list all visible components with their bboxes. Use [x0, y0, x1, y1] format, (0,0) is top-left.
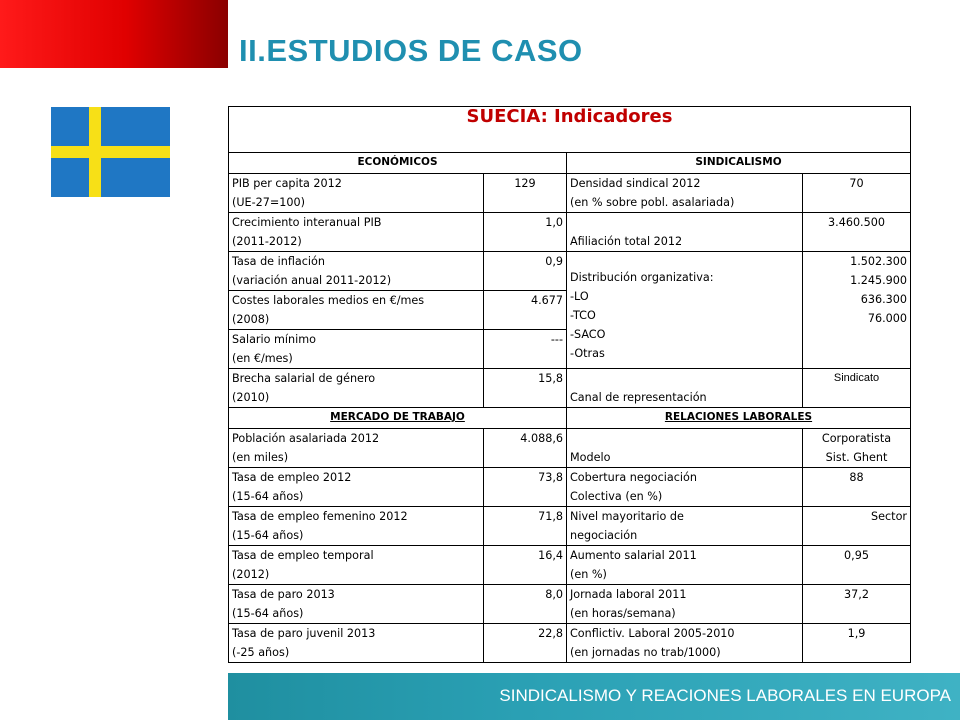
relaciones-value: 88: [803, 468, 911, 507]
econ-value: 129: [484, 174, 567, 213]
relaciones-value: Corporatista Sist. Ghent: [803, 429, 911, 468]
table-row: [229, 213, 911, 252]
relaciones-value: 1,9: [803, 624, 911, 663]
mercado-label: Tasa de empleo femenino 2012 (15-64 años): [229, 507, 484, 546]
page-title: II.ESTUDIOS DE CASO: [239, 33, 583, 68]
section-economicos: ECONÓMICOS: [229, 153, 567, 174]
flag-cross-horizontal: [51, 146, 170, 158]
sind-value: Sindicato: [803, 369, 911, 408]
table-row: [229, 624, 911, 663]
mercado-value: 22,8: [484, 624, 567, 663]
relaciones-value: 0,95: [803, 546, 911, 585]
distribution-value: 1.245.900: [850, 274, 908, 287]
table-row: [229, 546, 911, 585]
table-row: [229, 507, 911, 546]
econ-value: 0,9: [484, 252, 567, 291]
relaciones-label: Modelo: [567, 429, 803, 468]
sweden-flag-icon: [51, 107, 170, 197]
distribution-labels: [567, 252, 803, 369]
econ-label: Costes laborales medios en €/mes (2008): [229, 291, 484, 330]
footer-text: SINDICALISMO Y REACIONES LABORALES EN EUROPA: [499, 686, 951, 705]
relaciones-value: 37,2: [803, 585, 911, 624]
econ-label: Crecimiento interanual PIB (2011-2012): [229, 213, 484, 252]
mercado-label: Tasa de paro 2013 (15-64 años): [229, 585, 484, 624]
econ-value: 15,8: [484, 369, 567, 408]
relaciones-label: Jornada laboral 2011 (en horas/semana): [567, 585, 803, 624]
sind-value: 3.460.500: [803, 213, 911, 252]
distribution-title: Distribución organizativa:: [570, 271, 714, 284]
table-row: [229, 174, 911, 213]
mercado-value: 4.088,6: [484, 429, 567, 468]
mercado-label: Tasa de empleo 2012 (15-64 años): [229, 468, 484, 507]
econ-label: Brecha salarial de género (2010): [229, 369, 484, 408]
corner-accent: [0, 0, 228, 68]
econ-label: Salario mínimo (en €/mes): [229, 330, 484, 369]
table-title: SUECIA: Indicadores: [229, 107, 911, 153]
relaciones-label: Conflictiv. Laboral 2005-2010 (en jornadas no trab/1000): [567, 624, 803, 663]
section-relaciones: RELACIONES LABORALES: [567, 408, 911, 429]
econ-label: PIB per capita 2012 (UE-27=100): [229, 174, 484, 213]
distribution-value: 76.000: [867, 312, 908, 325]
table-row: [229, 468, 911, 507]
mercado-label: Tasa de empleo temporal (2012): [229, 546, 484, 585]
sind-label: Canal de representación: [567, 369, 803, 408]
distribution-item: -SACO: [570, 328, 606, 341]
distribution-item: -LO: [570, 290, 589, 303]
sind-label: Densidad sindical 2012 (en % sobre pobl. asalariada): [567, 174, 803, 213]
distribution-value: 636.300: [860, 293, 908, 306]
footer-bar: [228, 673, 960, 720]
mercado-value: 71,8: [484, 507, 567, 546]
econ-value: ---: [484, 330, 567, 369]
indicators-table: [228, 106, 911, 663]
section-sindicalismo: SINDICALISMO: [567, 153, 911, 174]
distribution-value: 1.502.300: [850, 255, 908, 268]
table-row: [229, 252, 911, 291]
relaciones-label: Aumento salarial 2011 (en %): [567, 546, 803, 585]
distribution-values: [803, 252, 911, 369]
mercado-label: Tasa de paro juvenil 2013 (-25 años): [229, 624, 484, 663]
relaciones-value: Sector: [803, 507, 911, 546]
section-mercado: MERCADO DE TRABAJO: [229, 408, 567, 429]
sind-value: 70: [803, 174, 911, 213]
econ-value: 4.677: [484, 291, 567, 330]
mercado-value: 73,8: [484, 468, 567, 507]
relaciones-label: Nivel mayoritario de negociación: [567, 507, 803, 546]
table-row: [229, 429, 911, 468]
relaciones-label: Cobertura negociación Colectiva (en %): [567, 468, 803, 507]
econ-value: 1,0: [484, 213, 567, 252]
mercado-value: 16,4: [484, 546, 567, 585]
table-row: [229, 585, 911, 624]
mercado-label: Población asalariada 2012 (en miles): [229, 429, 484, 468]
econ-label: Tasa de inflación (variación anual 2011-2012): [229, 252, 484, 291]
distribution-item: -TCO: [570, 309, 596, 322]
distribution-item: -Otras: [570, 347, 605, 360]
table-row: [229, 369, 911, 408]
mercado-value: 8,0: [484, 585, 567, 624]
sind-label: Afiliación total 2012: [567, 213, 803, 252]
